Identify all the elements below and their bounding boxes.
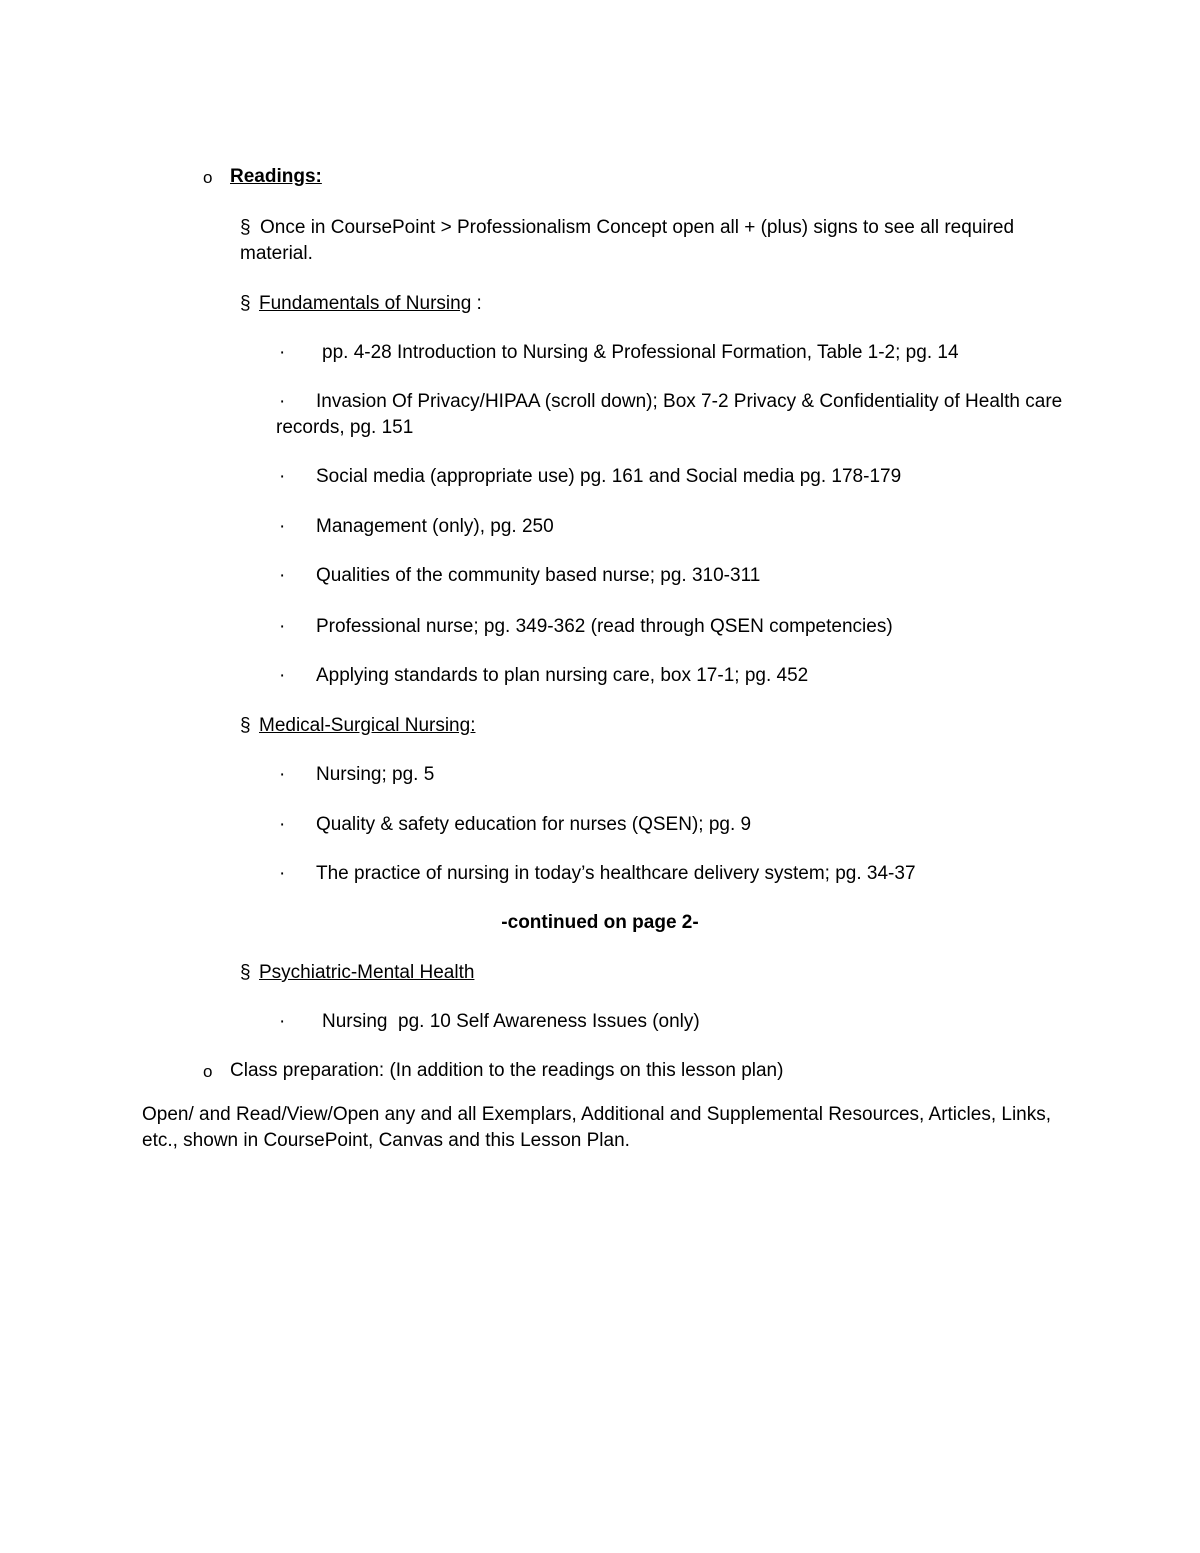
- fundamentals-heading: [259, 291, 482, 317]
- fundamentals-item: Invasion Of Privacy/HIPAA (scroll down); Box 7-2 Privacy & Confidentiality of Health care records, pg. 151: [276, 391, 1063, 438]
- dot-bullet-icon: ·: [279, 1011, 286, 1032]
- dot-bullet-icon: ·: [279, 764, 286, 785]
- section-bullet-icon: §: [240, 293, 251, 314]
- circle-bullet-icon: o: [203, 168, 213, 187]
- readings-intro: Once in CoursePoint > Professionalism Concept open all + (plus) signs to see all required material.: [240, 217, 1015, 264]
- dot-bullet-icon: ·: [279, 565, 286, 586]
- continued-note: -continued on page 2-: [501, 912, 699, 933]
- section-bullet-icon: §: [240, 715, 251, 736]
- section-bullet-icon: §: [240, 217, 251, 238]
- medsurg-item: Quality & safety education for nurses (QSEN); pg. 9: [316, 814, 752, 835]
- fundamentals-item: pp. 4-28 Introduction to Nursing & Professional Formation, Table 1-2; pg. 14: [322, 342, 959, 363]
- medsurg-heading: Medical-Surgical Nursing:: [259, 715, 476, 736]
- circle-bullet-icon: o: [203, 1062, 213, 1081]
- fundamentals-item: Qualities of the community based nurse; pg. 310-311: [316, 565, 761, 586]
- fundamentals-item: Social media (appropriate use) pg. 161 and Social media pg. 178-179: [316, 466, 902, 487]
- psych-heading: Psychiatric-Mental Health: [259, 962, 475, 983]
- psych-item: Nursing pg. 10 Self Awareness Issues (only): [322, 1011, 700, 1032]
- readings-heading: Readings:: [230, 166, 322, 187]
- medsurg-item: The practice of nursing in today’s healthcare delivery system; pg. 34-37: [316, 863, 916, 884]
- dot-bullet-icon: ·: [279, 665, 286, 686]
- dot-bullet-icon: ·: [279, 814, 286, 835]
- medsurg-item: Nursing; pg. 5: [316, 764, 435, 785]
- fundamentals-title: Fundamentals of Nursing: [259, 293, 472, 314]
- dot-bullet-icon: ·: [279, 342, 286, 363]
- dot-bullet-icon: ·: [279, 516, 286, 537]
- class-preparation: Class preparation: (In addition to the readings on this lesson plan): [230, 1060, 784, 1081]
- dot-bullet-icon: ·: [279, 863, 286, 884]
- fundamentals-item: Applying standards to plan nursing care, box 17-1; pg. 452: [316, 665, 809, 686]
- fundamentals-item: Professional nurse; pg. 349-362 (read through QSEN competencies): [316, 616, 893, 637]
- fundamentals-item: Management (only), pg. 250: [316, 516, 554, 537]
- dot-bullet-icon: ·: [279, 391, 286, 412]
- dot-bullet-icon: ·: [279, 616, 286, 637]
- section-bullet-icon: §: [240, 962, 251, 983]
- closing-paragraph: Open/ and Read/View/Open any and all Exemplars, Additional and Supplemental Resources, Articles, Links, etc., shown in CoursePoint, Canvas and this Lesson Plan.: [142, 1104, 1052, 1151]
- dot-bullet-icon: ·: [279, 466, 286, 487]
- fundamentals-suffix: :: [471, 293, 482, 314]
